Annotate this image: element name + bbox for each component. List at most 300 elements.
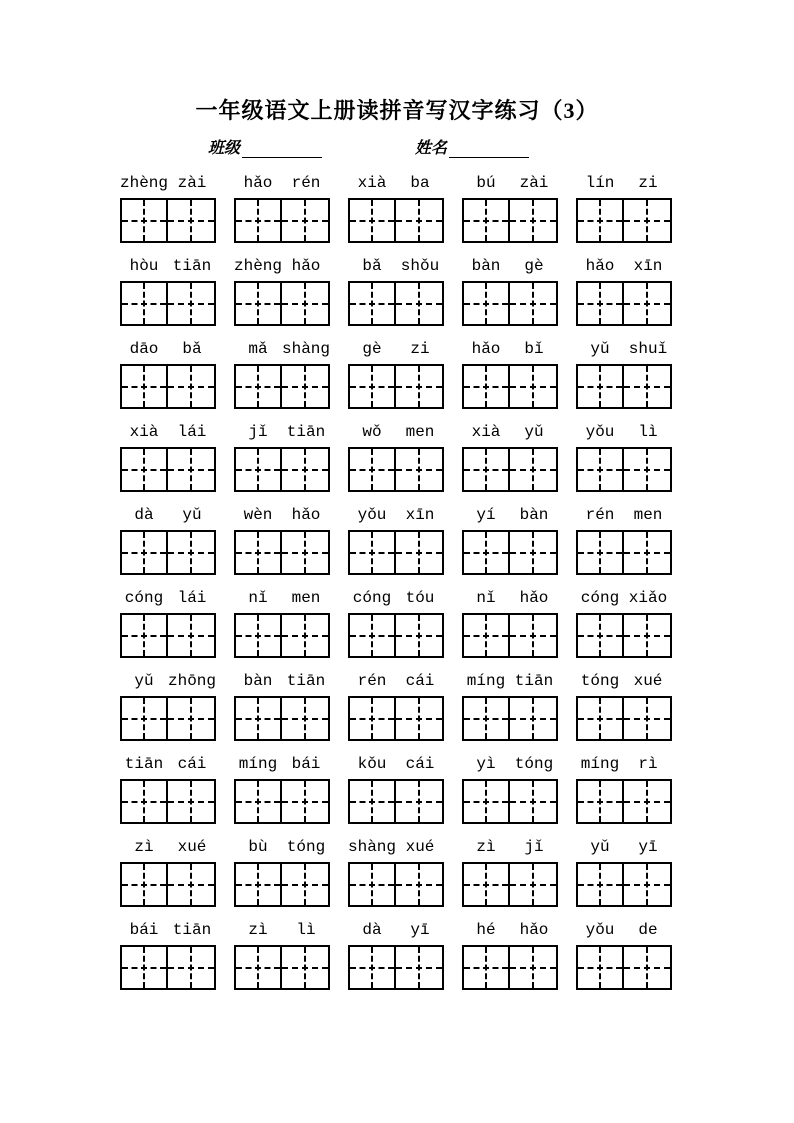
writing-grid <box>234 281 330 326</box>
pinyin-grid-group <box>576 503 672 575</box>
pinyin-syllable: tiān <box>172 257 212 275</box>
writing-cell <box>464 781 510 822</box>
writing-cell <box>396 449 442 490</box>
writing-grid <box>348 198 444 243</box>
writing-cell <box>396 864 442 905</box>
pinyin-syllable: cóng <box>124 589 164 607</box>
pinyin-grid-group <box>348 337 444 409</box>
writing-grid <box>120 281 216 326</box>
writing-cell <box>350 200 396 241</box>
writing-cell <box>396 698 442 739</box>
writing-cell <box>464 698 510 739</box>
writing-grid <box>234 530 330 575</box>
pinyin-pair <box>462 503 558 525</box>
writing-cell <box>282 698 328 739</box>
pinyin-syllable: cóng <box>352 589 392 607</box>
pinyin-syllable: cái <box>405 755 435 773</box>
pinyin-pair <box>576 669 672 691</box>
pinyin-syllable: shàng <box>281 340 330 358</box>
pinyin-pair <box>348 918 444 940</box>
worksheet-row <box>0 171 794 243</box>
writing-cell <box>396 781 442 822</box>
pinyin-pair <box>348 337 444 359</box>
pinyin-syllable: zhèng <box>234 257 283 275</box>
pinyin-syllable: tóng <box>580 672 620 690</box>
pinyin-syllable: bú <box>476 174 496 192</box>
pinyin-syllable: gè <box>362 340 382 358</box>
pinyin-syllable: yí <box>476 506 496 524</box>
writing-cell <box>236 366 282 407</box>
writing-cell <box>350 698 396 739</box>
pinyin-pair <box>462 337 558 359</box>
pinyin-pair <box>348 669 444 691</box>
writing-cell <box>578 947 624 988</box>
writing-cell <box>510 449 556 490</box>
writing-grid <box>576 945 672 990</box>
writing-grid <box>348 613 444 658</box>
writing-cell <box>624 615 670 656</box>
pinyin-grid-group <box>462 503 558 575</box>
pinyin-grid-group <box>120 420 216 492</box>
writing-grid <box>348 945 444 990</box>
writing-cell <box>396 532 442 573</box>
pinyin-pair <box>462 171 558 193</box>
pinyin-syllable: bàn <box>519 506 549 524</box>
pinyin-grid-group <box>120 254 216 326</box>
worksheet-row <box>0 337 794 409</box>
writing-grid <box>462 779 558 824</box>
writing-cell <box>396 615 442 656</box>
pinyin-pair <box>462 835 558 857</box>
pinyin-syllable: wèn <box>243 506 273 524</box>
pinyin-syllable: míng <box>238 755 278 773</box>
pinyin-syllable: yǒu <box>585 423 615 441</box>
writing-grid <box>462 364 558 409</box>
pinyin-syllable: yǔ <box>134 672 154 690</box>
writing-grid <box>576 281 672 326</box>
pinyin-syllable: zài <box>519 174 549 192</box>
pinyin-syllable: hǎo <box>291 257 321 275</box>
pinyin-pair <box>462 918 558 940</box>
pinyin-syllable: hǎo <box>519 921 549 939</box>
pinyin-pair <box>576 835 672 857</box>
pinyin-grid-group <box>576 171 672 243</box>
writing-cell <box>578 698 624 739</box>
writing-grid <box>576 530 672 575</box>
writing-grid <box>120 613 216 658</box>
pinyin-grid-group <box>234 254 330 326</box>
pinyin-grid-group <box>576 337 672 409</box>
pinyin-syllable: xué <box>405 838 435 856</box>
writing-cell <box>510 864 556 905</box>
pinyin-syllable: xià <box>129 423 159 441</box>
pinyin-syllable: hòu <box>129 257 159 275</box>
class-label: 班级 <box>208 140 241 157</box>
writing-cell <box>464 200 510 241</box>
writing-cell <box>578 200 624 241</box>
pinyin-grid-group <box>576 918 672 990</box>
pinyin-grid-group <box>120 669 216 741</box>
writing-cell <box>236 698 282 739</box>
pinyin-syllable: yǔ <box>590 340 610 358</box>
writing-grid <box>234 696 330 741</box>
pinyin-grid-group <box>348 171 444 243</box>
worksheet-row <box>0 752 794 824</box>
writing-cell <box>168 366 214 407</box>
pinyin-syllable: míng <box>580 755 620 773</box>
pinyin-grid-group <box>234 420 330 492</box>
writing-grid <box>120 447 216 492</box>
pinyin-pair <box>234 669 330 691</box>
writing-cell <box>578 864 624 905</box>
pinyin-pair <box>576 337 672 359</box>
pinyin-syllable: yǒu <box>357 506 387 524</box>
writing-grid <box>234 779 330 824</box>
student-info-line <box>0 136 794 158</box>
writing-cell <box>624 449 670 490</box>
pinyin-syllable: dà <box>134 506 154 524</box>
writing-grid <box>120 696 216 741</box>
pinyin-syllable: dà <box>362 921 382 939</box>
writing-cell <box>350 449 396 490</box>
writing-cell <box>350 781 396 822</box>
pinyin-grid-group <box>576 752 672 824</box>
writing-cell <box>464 532 510 573</box>
pinyin-pair <box>348 586 444 608</box>
pinyin-syllable: bàn <box>243 672 273 690</box>
writing-cell <box>578 449 624 490</box>
pinyin-syllable: nǐ <box>476 589 496 607</box>
writing-grid <box>576 696 672 741</box>
pinyin-grid-group <box>576 669 672 741</box>
pinyin-pair <box>120 918 216 940</box>
writing-cell <box>282 200 328 241</box>
pinyin-pair <box>348 254 444 276</box>
writing-cell <box>282 864 328 905</box>
pinyin-syllable: shǒu <box>400 257 440 275</box>
pinyin-grid-group <box>348 835 444 907</box>
writing-cell <box>282 615 328 656</box>
pinyin-grid-group <box>462 586 558 658</box>
pinyin-syllable: kǒu <box>357 755 387 773</box>
pinyin-syllable: zài <box>177 174 207 192</box>
pinyin-pair <box>120 420 216 442</box>
writing-cell <box>510 947 556 988</box>
pinyin-pair <box>234 586 330 608</box>
writing-cell <box>464 283 510 324</box>
writing-cell <box>464 449 510 490</box>
pinyin-grid-group <box>462 337 558 409</box>
pinyin-syllable: xīn <box>405 506 435 524</box>
pinyin-syllable: tiān <box>172 921 212 939</box>
writing-cell <box>236 947 282 988</box>
writing-cell <box>624 200 670 241</box>
writing-cell <box>168 864 214 905</box>
pinyin-grid-group <box>234 835 330 907</box>
writing-grid <box>120 779 216 824</box>
pinyin-syllable: yì <box>476 755 496 773</box>
pinyin-syllable: zì <box>476 838 496 856</box>
writing-grid <box>348 447 444 492</box>
pinyin-syllable: yī <box>410 921 430 939</box>
writing-cell <box>282 366 328 407</box>
pinyin-syllable: mǎ <box>248 340 268 358</box>
writing-grid <box>348 779 444 824</box>
writing-cell <box>122 864 168 905</box>
worksheet-row <box>0 835 794 907</box>
writing-cell <box>396 283 442 324</box>
pinyin-pair <box>234 918 330 940</box>
pinyin-syllable: yǔ <box>590 838 610 856</box>
writing-cell <box>168 283 214 324</box>
pinyin-pair <box>462 752 558 774</box>
writing-cell <box>122 283 168 324</box>
writing-cell <box>578 781 624 822</box>
pinyin-syllable: tiān <box>286 672 326 690</box>
pinyin-syllable: bù <box>248 838 268 856</box>
pinyin-syllable: zhèng <box>120 174 169 192</box>
writing-grid <box>462 945 558 990</box>
name-blank-line <box>449 144 529 158</box>
writing-grid <box>462 530 558 575</box>
pinyin-syllable: hǎo <box>291 506 321 524</box>
writing-grid <box>576 862 672 907</box>
writing-cell <box>350 532 396 573</box>
pinyin-grid-group <box>348 918 444 990</box>
pinyin-grid-group <box>348 669 444 741</box>
writing-cell <box>578 532 624 573</box>
pinyin-syllable: cái <box>405 672 435 690</box>
writing-cell <box>510 200 556 241</box>
pinyin-syllable: tóng <box>286 838 326 856</box>
pinyin-grid-group <box>120 918 216 990</box>
writing-cell <box>350 947 396 988</box>
pinyin-syllable: cái <box>177 755 207 773</box>
writing-cell <box>236 283 282 324</box>
pinyin-syllable: xiǎo <box>628 589 668 607</box>
pinyin-syllable: lín <box>585 174 615 192</box>
writing-cell <box>510 698 556 739</box>
pinyin-grid-group <box>120 503 216 575</box>
pinyin-grid-group <box>462 918 558 990</box>
writing-cell <box>168 200 214 241</box>
worksheet-rows <box>0 171 794 990</box>
pinyin-syllable: zi <box>638 174 658 192</box>
pinyin-grid-group <box>576 586 672 658</box>
pinyin-grid-group <box>462 254 558 326</box>
writing-cell <box>168 532 214 573</box>
worksheet-row <box>0 254 794 326</box>
writing-grid <box>462 696 558 741</box>
writing-grid <box>462 613 558 658</box>
pinyin-grid-group <box>234 586 330 658</box>
pinyin-grid-group <box>234 669 330 741</box>
pinyin-grid-group <box>234 752 330 824</box>
writing-grid <box>234 613 330 658</box>
pinyin-grid-group <box>234 918 330 990</box>
writing-cell <box>282 532 328 573</box>
pinyin-syllable: xué <box>633 672 663 690</box>
worksheet-row <box>0 586 794 658</box>
writing-grid <box>576 613 672 658</box>
pinyin-grid-group <box>120 835 216 907</box>
pinyin-syllable: lái <box>177 589 207 607</box>
worksheet-row <box>0 918 794 990</box>
pinyin-syllable: zì <box>134 838 154 856</box>
name-label: 姓名 <box>415 140 448 157</box>
pinyin-pair <box>234 171 330 193</box>
writing-cell <box>350 283 396 324</box>
writing-grid <box>120 862 216 907</box>
pinyin-syllable: míng <box>466 672 506 690</box>
writing-cell <box>510 283 556 324</box>
writing-grid <box>462 862 558 907</box>
pinyin-grid-group <box>234 503 330 575</box>
writing-cell <box>350 366 396 407</box>
pinyin-pair <box>576 171 672 193</box>
pinyin-pair <box>462 586 558 608</box>
writing-cell <box>510 781 556 822</box>
writing-cell <box>236 615 282 656</box>
pinyin-syllable: yǒu <box>585 921 615 939</box>
writing-grid <box>234 364 330 409</box>
writing-cell <box>168 781 214 822</box>
pinyin-syllable: jǐ <box>524 838 544 856</box>
pinyin-syllable: men <box>291 589 321 607</box>
pinyin-pair <box>576 752 672 774</box>
writing-cell <box>122 200 168 241</box>
pinyin-pair <box>234 835 330 857</box>
worksheet-row <box>0 420 794 492</box>
pinyin-pair <box>120 503 216 525</box>
writing-cell <box>578 366 624 407</box>
writing-cell <box>350 864 396 905</box>
writing-grid <box>120 364 216 409</box>
pinyin-grid-group <box>348 586 444 658</box>
pinyin-pair <box>348 171 444 193</box>
pinyin-syllable: zhōng <box>167 672 216 690</box>
pinyin-syllable: xué <box>177 838 207 856</box>
pinyin-syllable: bǎ <box>182 340 202 358</box>
pinyin-syllable: jǐ <box>248 423 268 441</box>
writing-cell <box>510 615 556 656</box>
pinyin-syllable: hǎo <box>471 340 501 358</box>
writing-cell <box>510 532 556 573</box>
pinyin-syllable: bàn <box>471 257 501 275</box>
writing-cell <box>122 947 168 988</box>
writing-grid <box>576 779 672 824</box>
pinyin-pair <box>234 254 330 276</box>
pinyin-grid-group <box>462 171 558 243</box>
pinyin-pair <box>120 669 216 691</box>
pinyin-syllable: xià <box>471 423 501 441</box>
pinyin-grid-group <box>234 337 330 409</box>
pinyin-syllable: men <box>633 506 663 524</box>
pinyin-grid-group <box>462 669 558 741</box>
pinyin-syllable: tiān <box>514 672 554 690</box>
writing-grid <box>462 198 558 243</box>
pinyin-syllable: bái <box>129 921 159 939</box>
pinyin-pair <box>576 420 672 442</box>
writing-cell <box>624 781 670 822</box>
writing-cell <box>464 366 510 407</box>
pinyin-pair <box>348 503 444 525</box>
pinyin-grid-group <box>348 420 444 492</box>
pinyin-syllable: yī <box>638 838 658 856</box>
writing-grid <box>462 281 558 326</box>
writing-cell <box>464 615 510 656</box>
pinyin-pair <box>234 420 330 442</box>
pinyin-pair <box>576 503 672 525</box>
pinyin-syllable: dāo <box>129 340 159 358</box>
pinyin-syllable: lì <box>296 921 316 939</box>
writing-grid <box>120 530 216 575</box>
writing-grid <box>462 447 558 492</box>
writing-cell <box>236 532 282 573</box>
writing-cell <box>236 864 282 905</box>
pinyin-grid-group <box>120 337 216 409</box>
pinyin-grid-group <box>462 835 558 907</box>
writing-cell <box>624 366 670 407</box>
pinyin-syllable: rì <box>638 755 658 773</box>
class-blank-line <box>242 144 322 158</box>
pinyin-grid-group <box>120 171 216 243</box>
writing-cell <box>236 449 282 490</box>
writing-cell <box>122 781 168 822</box>
pinyin-pair <box>348 752 444 774</box>
writing-cell <box>624 698 670 739</box>
pinyin-syllable: cóng <box>580 589 620 607</box>
writing-grid <box>348 364 444 409</box>
pinyin-pair <box>462 669 558 691</box>
writing-cell <box>122 615 168 656</box>
pinyin-pair <box>234 503 330 525</box>
pinyin-grid-group <box>462 420 558 492</box>
pinyin-syllable: lì <box>638 423 658 441</box>
pinyin-grid-group <box>348 254 444 326</box>
writing-grid <box>576 364 672 409</box>
writing-grid <box>576 447 672 492</box>
pinyin-pair <box>462 254 558 276</box>
pinyin-syllable: shàng <box>348 838 397 856</box>
writing-cell <box>350 615 396 656</box>
pinyin-pair <box>120 835 216 857</box>
writing-cell <box>624 532 670 573</box>
pinyin-syllable: rén <box>291 174 321 192</box>
pinyin-pair <box>348 835 444 857</box>
pinyin-grid-group <box>576 835 672 907</box>
pinyin-syllable: zi <box>410 340 430 358</box>
writing-grid <box>120 945 216 990</box>
pinyin-pair <box>576 918 672 940</box>
pinyin-grid-group <box>462 752 558 824</box>
pinyin-syllable: shuǐ <box>628 340 668 358</box>
pinyin-pair <box>348 420 444 442</box>
pinyin-grid-group <box>576 420 672 492</box>
writing-cell <box>396 200 442 241</box>
pinyin-syllable: ba <box>410 174 430 192</box>
pinyin-pair <box>462 420 558 442</box>
worksheet-row <box>0 669 794 741</box>
pinyin-syllable: hǎo <box>243 174 273 192</box>
writing-cell <box>578 283 624 324</box>
pinyin-pair <box>234 337 330 359</box>
pinyin-syllable: hé <box>476 921 496 939</box>
writing-cell <box>168 947 214 988</box>
pinyin-syllable: zì <box>248 921 268 939</box>
pinyin-syllable: bǐ <box>524 340 544 358</box>
writing-cell <box>168 449 214 490</box>
